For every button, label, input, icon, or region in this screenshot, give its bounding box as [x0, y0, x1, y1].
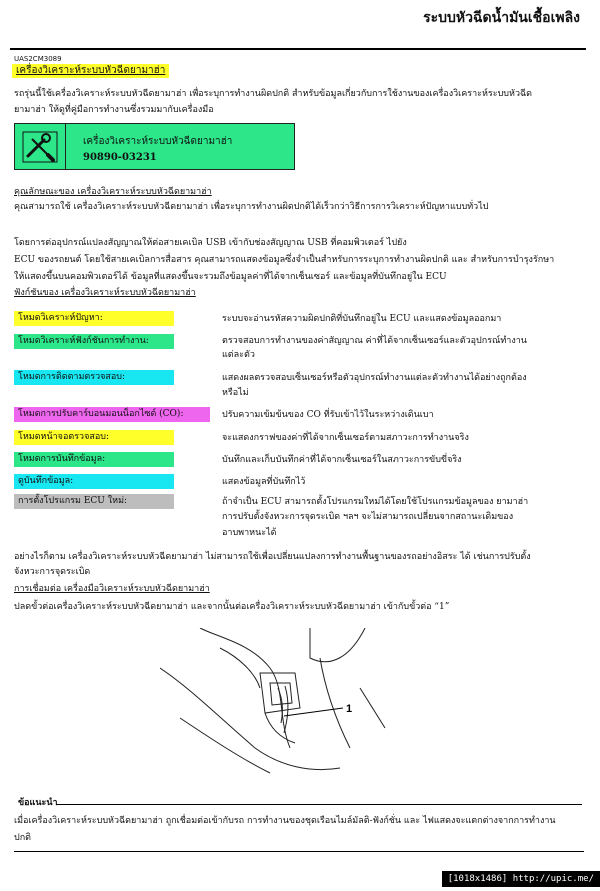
function-label-co-adjust: โหมดการปรับคาร์บอนมอนน็อกไซด์ (CO): [14, 407, 210, 422]
function-desc-diagnosis: ระบบจะอ่านรหัสความผิดปกติที่บันทึกอยู่ใน ECU และแสดงข้อมูลออกมา [222, 314, 502, 324]
features-heading: คุณลักษณะของ เครื่องวิเคราะห์ระบบหัวฉีดยามาฮ่า [14, 187, 212, 197]
however-line-1: อย่างไรก็ตาม เครื่องวิเคราะห์ระบบหัวฉีดยามาฮ่า ไม่สามารถใช้เพื่อเปลี่ยนแปลงการทำงานพื้นฐานของรถอย่างอิสระ ได้ เช่นการปรับตั้ง [14, 552, 531, 562]
function-desc-co-adjust: ปรับความเข้มข้นของ CO ที่รับเข้าไว้ในระหว่างเดินเบา [222, 410, 434, 420]
special-tool-box [14, 123, 295, 170]
functions-heading: ฟังก์ชันของ เครื่องวิเคราะห์ระบบหัวฉีดยามาฮ่า [14, 288, 196, 298]
function-desc-monitor: แสดงผลตรวจสอบเซ็นเซอร์หรือตัวอุปกรณ์ทำงานแต่ละตัวทำงานได้อย่างถูกต้อง [222, 373, 527, 383]
intro-line-2: ยามาฮ่า ให้ดูที่คู่มือการทำงานซึ่งรวมมากับเครื่องมือ [14, 105, 214, 115]
intro-line-1: รถรุ่นนี้ใช้เครื่องวิเคราะห์ระบบหัวฉีดยามาฮ่า เพื่อระบุการทำงานผิดปกติ สำหรับข้อมูลเกี่ยวกับการใช้งานของเครื่องวิเคราะห์ระบบหัวฉีด [14, 89, 532, 99]
connecting-heading: การเชื่อมต่อ เครื่องมือวิเคราะห์ระบบหัวฉีดยามาฮ่า [14, 584, 210, 594]
function-label-oscilloscope: โหมดหน้าจอตรวจสอบ: [14, 430, 174, 445]
function-desc-data-logging: บันทึกและเก็บบันทึกค่าที่ได้จากเซ็นเซอร์ในสภาวะการขับขี่จริง [222, 455, 462, 465]
function-label-view-log: ดูบันทึกข้อมูล: [14, 474, 174, 489]
note-line-2: ปกติ [14, 833, 32, 843]
section-code: UAS2CM3089 [14, 55, 62, 63]
however-line-2: จังหวะการจุดระเบิด [14, 567, 91, 577]
function-desc-oscilloscope: จะแสดงกราฟของค่าที่ได้จากเซ็นเซอร์ตามสภาวะการทำงานจริง [222, 433, 469, 443]
tool-part-number: 90890-03231 [83, 152, 157, 163]
connector-location-diagram [160, 628, 390, 778]
features-text: คุณสามารถใช้ เครื่องวิเคราะห์ระบบหัวฉีดยามาฮ่า เพื่อระบุการทำงานผิดปกติได้เร็วกว่าวิธีการการวิเคราะห์ปัญหาแบบทั่วไป [14, 202, 489, 212]
page-header-title: ระบบหัวฉีดน้ำมันเชื้อเพลิง [423, 10, 580, 26]
function-desc-view-log: แสดงข้อมูลที่บันทึกไว้ [222, 477, 306, 487]
function-label-function-check: โหมดวิเคราะห์ฟังก์ชันการทำงาน: [14, 334, 174, 349]
function-desc-function-check: ตรวจสอบการทำงานของค่าสัญญาณ ค่าที่ได้จากเซ็นเซอร์และตัวอุปกรณ์ทำงาน [222, 336, 527, 346]
watermark-url-tag: [1018x1486] http://upic.me/ [442, 871, 600, 887]
note-line-1: เมื่อเครื่องวิเคราะห์ระบบหัวฉีดยามาฮ่า ถูกเชื่อมต่อเข้ากับรถ การทำงานของชุดเรือนไมล์มัลติ-ฟังก์ชั่น และ ไฟแสดงจะแตกต่างจากการทำงาน [14, 816, 556, 826]
wrench-screwdriver-icon [22, 131, 58, 163]
connection-line-2: ECU ของรถยนต์ โดยใช้สายเคเบิลการสื่อสาร คุณสามารถแสดงข้อมูลซึ่งจำเป็นสำหรับการระบุการทำงานผิดปกติ และ สำหรับการบำรุงรักษา [14, 255, 555, 265]
connecting-text: ปลดขั้วต่อเครื่องวิเคราะห์ระบบหัวฉีดยามาฮ่า และจากนั้นต่อเครื่องวิเคราะห์ระบบหัวฉีดยามาฮ่า เข้ากับขั้วต่อ “1” [14, 602, 450, 612]
tool-name: เครื่องวิเคราะห์ระบบหัวฉีดยามาฮ่า [83, 136, 233, 147]
callout-1: 1 [346, 703, 353, 715]
note-top-rule [56, 804, 582, 805]
function-desc-monitor-2: หรือไม่ [222, 388, 249, 398]
function-label-ecu-reprogram: การตั้งโปรแกรม ECU ใหม่: [14, 494, 174, 509]
tool-icon-cell [15, 124, 66, 169]
function-label-data-logging: โหมดการบันทึกข้อมูล: [14, 452, 174, 467]
connection-line-1: โดยการต่ออุปกรณ์แปลงสัญญาณให้ต่อสายเคเบิล USB เข้ากับช่องสัญญาณ USB ที่คอมพิวเตอร์ ไปยัง [14, 238, 407, 248]
function-desc-ecu-reprogram: ถ้าจำเป็น ECU สามารถตั้งโปรแกรมใหม่ได้โดยใช้โปรแกรมข้อมูลของ ยามาฮ่า [222, 497, 529, 507]
section-title: เครื่องวิเคราะห์ระบบหัวฉีดยามาฮ่า [12, 64, 169, 78]
function-desc-function-check-2: แต่ละตัว [222, 350, 255, 360]
connection-line-3: ให้แสดงขึ้นบนคอมพิวเตอร์ได้ ข้อมูลที่แสดงขึ้นจะรวมถึงข้อมูลค่าที่ได้จากเซ็นเซอร์ และข้อมูลที่บันทึกอยู่ใน ECU [14, 272, 447, 282]
note-title: ข้อแนะนำ [18, 798, 58, 808]
header-rule [10, 48, 586, 50]
function-label-monitor: โหมดการติดตามตรวจสอบ: [14, 370, 174, 385]
note-bottom-rule [14, 851, 584, 852]
function-desc-ecu-reprogram-2: การปรับตั้งจังหวะการจุดระเบิด ฯลฯ จะไม่สามารถเปลี่ยนจากสถานะเดิมของ [222, 512, 514, 522]
function-desc-ecu-reprogram-3: อาบพาหนะได้ [222, 528, 277, 538]
function-label-diagnosis: โหมดวิเคราะห์ปัญหา: [14, 311, 174, 326]
